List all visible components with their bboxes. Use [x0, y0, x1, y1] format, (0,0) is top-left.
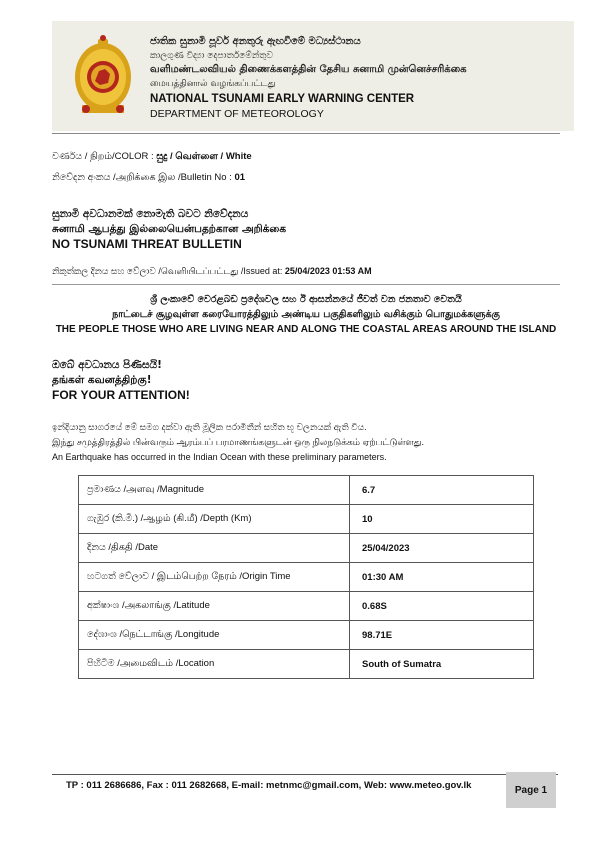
title-english: NO TSUNAMI THREAT BULLETIN: [52, 237, 242, 251]
statement-tamil: இந்து சமுத்திரத்தில் பின்வரும் ஆரம்பப் பரமாணங்களுடன் ஒரு நிலநடுக்கம் ஏற்பட்டுள்ளது.: [52, 437, 425, 447]
table-row: [79, 563, 534, 592]
issued-row: [52, 266, 372, 278]
statement-sinhala: ඉන්දියානු සාගරයේ මේ සමග දක්වා ඇති මූලික පරාමිතීන් සහිත භූ චලනයක් ඇති විය.: [52, 422, 367, 432]
bulletin-row: [52, 172, 245, 184]
color-label: වර්ණය / நிறம்/COLOR :: [52, 151, 157, 162]
param-value: 98.71E: [350, 621, 534, 650]
footer-contact: TP : 011 2686686, Fax : 011 2682668, E-mail: metnmc@gmail.com, Web: www.meteo.gov.lk: [66, 780, 472, 791]
earthquake-parameters-table: [78, 475, 534, 679]
table-row: [79, 650, 534, 679]
audience-sinhala: ශ්‍රී ලංකාවේ වෙරළබඩ ප්‍රදේශවල සහ ඊ ආසන්නයේ ජීවත් වන ජනතාව වෙතයි: [150, 294, 462, 305]
param-value: 25/04/2023: [350, 534, 534, 563]
color-row: [52, 151, 252, 163]
audience-block: [52, 292, 560, 337]
statement-english: An Earthquake has occurred in the Indian Ocean with these preliminary parameters.: [52, 452, 387, 462]
department-name: DEPARTMENT OF METEOROLOGY: [150, 108, 324, 120]
param-label: ගැඹුර (කි.මී.) /ஆழம் (கி.மீ) /Depth (Km): [79, 505, 350, 534]
header-line-sinhala-dept: කාලගුණ විද්‍යා දෙපාර්තමේන්තුව: [150, 51, 273, 61]
param-label: හටගත් වේලාව / இடம்பெற்ற நேரம் /Origin Time: [79, 563, 350, 592]
param-value: South of Sumatra: [350, 650, 534, 679]
table-row: [79, 505, 534, 534]
bulletin-label: නිවේදන අංකය /அறிக்கை இல /Bulletin No :: [52, 172, 235, 183]
param-label: පිහිටීම /அமைவிடம் /Location: [79, 650, 350, 679]
param-value: 0.68S: [350, 592, 534, 621]
param-label: ප්‍රමාණය /அளவு /Magnitude: [79, 476, 350, 505]
param-value: 6.7: [350, 476, 534, 505]
issued-divider: [52, 284, 560, 285]
param-label: අක්ෂාංශ /அகலாங்கு /Latitude: [79, 592, 350, 621]
issued-label: නිකුත්කල දිනය සහ වේලාව /வெளியிடப்பட்டது /Issued at:: [52, 266, 285, 276]
audience-tamil: நாட்டைச் சூழவுள்ள கரையோரத்திலும் அண்டிய பகுதிகளிலும் வசிக்கும் பொதுமக்களுக்கு: [112, 309, 500, 320]
title-sinhala: සුනාමි අවධානමක් නොමැති බවට නිවේදනය: [52, 208, 249, 220]
attention-tamil: தங்கள் கவனத்திற்கு!: [52, 374, 152, 386]
param-value: 10: [350, 505, 534, 534]
header-line-tamil-2: மையத்தினால் வழங்கப்பட்டது: [150, 79, 276, 89]
attention-block: [52, 358, 190, 403]
letterhead-text: [150, 35, 570, 121]
issued-value: 25/04/2023 01:53 AM: [284, 266, 372, 276]
header-divider: [52, 133, 560, 134]
earthquake-statement: [52, 420, 567, 465]
footer-divider: [52, 774, 558, 775]
bulletin-number: 01: [234, 172, 246, 183]
header-line-tamil: வளிமண்டலவியல் திணைக்களத்தின் தேசிய சுனாமி முன்னெச்சரிக்கை: [150, 64, 467, 75]
sri-lanka-emblem-icon: [72, 33, 134, 119]
letterhead: [52, 21, 574, 131]
color-value: සුදු / வெள்ளை / White: [156, 151, 252, 162]
param-label: දිනය /திகதி /Date: [79, 534, 350, 563]
attention-english: FOR YOUR ATTENTION!: [52, 388, 190, 402]
table-row: [79, 592, 534, 621]
title-tamil: சுனாமி ஆபத்து இல்லையென்பதற்கான அறிக்கை: [52, 223, 287, 235]
bulletin-title: [52, 207, 286, 252]
org-name: NATIONAL TSUNAMI EARLY WARNING CENTER: [150, 93, 415, 105]
table-row: [79, 621, 534, 650]
header-line-sinhala: ජාතික සුනාමි පූර්ව අනතුරු ඇඟවීමේ මධ්‍යස්ථානය: [150, 36, 361, 47]
table-row: [79, 476, 534, 505]
table-row: [79, 534, 534, 563]
audience-english: THE PEOPLE THOSE WHO ARE LIVING NEAR AND ALONG THE COASTAL AREAS AROUND THE ISLAND: [55, 324, 557, 335]
page-number: Page 1: [506, 772, 556, 808]
param-label: දේශාංශ /நெட்டாங்கு /Longitude: [79, 621, 350, 650]
attention-sinhala: ඔබේ අවධානය පිණිසයි!: [52, 359, 162, 371]
param-value: 01:30 AM: [350, 563, 534, 592]
